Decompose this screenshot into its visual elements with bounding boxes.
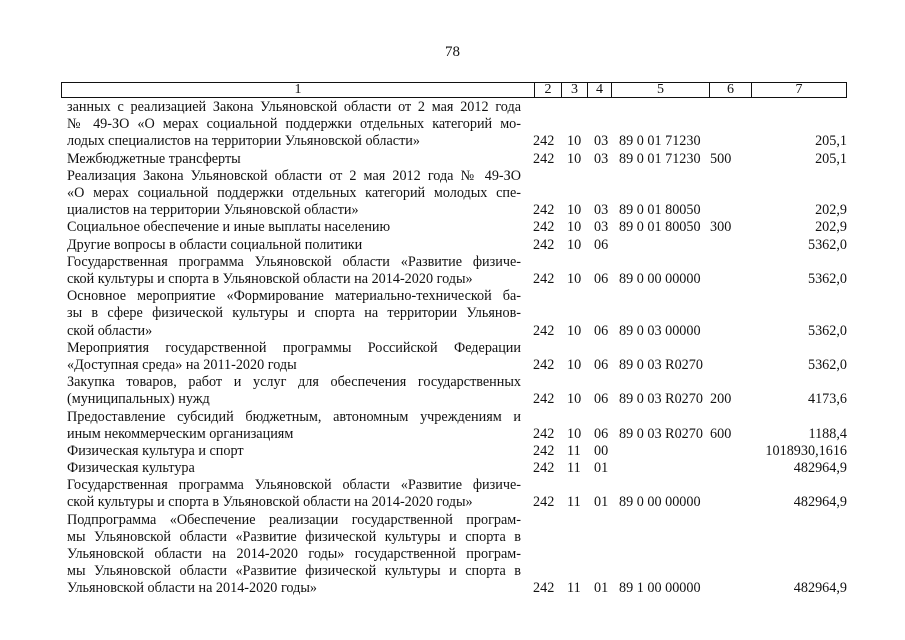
section-cell: 10 bbox=[567, 322, 582, 339]
description-line: ской области» bbox=[67, 322, 153, 339]
target-item-cell: 89 0 00 00000 bbox=[619, 270, 701, 287]
description-line: циалистов на территории Ульяновской области» bbox=[67, 202, 359, 219]
row-description bbox=[67, 409, 521, 443]
expense-type-cell: 500 bbox=[710, 150, 732, 167]
budget-code-cell: 242 bbox=[533, 580, 555, 597]
target-item-cell: 89 0 01 80050 bbox=[619, 202, 701, 219]
description-line: Физическая культура bbox=[67, 460, 195, 477]
row-description bbox=[67, 237, 521, 254]
header-col-5: 5 bbox=[611, 83, 709, 97]
budget-code-cell: 242 bbox=[533, 202, 555, 219]
table-row bbox=[0, 340, 905, 374]
row-description bbox=[67, 288, 521, 340]
budget-code-cell: 242 bbox=[533, 270, 555, 287]
description-line: Социальное обеспечение и иные выплаты населению bbox=[67, 219, 391, 236]
budget-code-cell: 242 bbox=[533, 391, 555, 408]
amount-cell: 202,9 bbox=[815, 202, 847, 219]
description-line: зы в сфере физической культуры и спорта на территории Ульянов- bbox=[67, 305, 521, 322]
amount-cell: 482964,9 bbox=[793, 494, 847, 511]
amount-cell: 5362,0 bbox=[807, 322, 847, 339]
subsection-cell: 06 bbox=[594, 356, 609, 373]
subsection-cell: 03 bbox=[594, 219, 609, 236]
budget-code-cell: 242 bbox=[533, 442, 555, 459]
page-number: 78 bbox=[445, 44, 460, 60]
description-line: Основное мероприятие «Формирование материально-технической ба- bbox=[67, 288, 521, 305]
description-line: Физическая культура и спорт bbox=[67, 442, 244, 459]
table-row bbox=[0, 477, 905, 511]
description-line: Реализация Закона Ульяновской области от 2 мая 2012 года № 49-ЗО bbox=[67, 167, 521, 184]
target-item-cell: 89 0 03 00000 bbox=[619, 322, 701, 339]
subsection-cell: 06 bbox=[594, 270, 609, 287]
description-line: Подпрограмма «Обеспечение реализации государственной програм- bbox=[67, 511, 521, 528]
description-line: Закупка товаров, работ и услуг для обеспечения государственных bbox=[67, 374, 521, 391]
description-line: «О мерах социальной поддержки отдельных категорий молодых спе- bbox=[67, 184, 521, 201]
description-line: занных с реализацией Закона Ульяновской области от 2 мая 2012 года bbox=[67, 99, 521, 115]
description-line: Мероприятия государственной программы Российской Федерации bbox=[67, 339, 521, 356]
expense-type-cell: 300 bbox=[710, 219, 732, 236]
header-col-4: 4 bbox=[587, 83, 611, 97]
row-description bbox=[67, 168, 521, 220]
header-col-2: 2 bbox=[534, 83, 561, 97]
section-cell: 10 bbox=[567, 236, 582, 253]
subsection-cell: 03 bbox=[594, 133, 609, 150]
section-cell: 10 bbox=[567, 356, 582, 373]
table-body bbox=[0, 99, 905, 598]
table-row bbox=[0, 443, 905, 460]
target-item-cell: 89 0 00 00000 bbox=[619, 494, 701, 511]
section-cell: 11 bbox=[567, 580, 581, 597]
section-cell: 11 bbox=[567, 494, 581, 511]
description-line: лодых специалистов на территории Ульяновской области» bbox=[67, 133, 420, 150]
row-description bbox=[67, 151, 521, 168]
target-item-cell: 89 0 01 80050 bbox=[619, 219, 701, 236]
table-header bbox=[61, 82, 847, 98]
description-line: ской культуры и спорта в Ульяновской области на 2014-2020 годы» bbox=[67, 270, 473, 287]
description-line: № 49-ЗО «О мерах социальной поддержки отдельных категорий мо- bbox=[67, 116, 521, 133]
amount-cell: 205,1 bbox=[815, 133, 847, 150]
description-line: мы Ульяновской области «Развитие физической культуры и спорта в bbox=[67, 528, 521, 545]
table-row bbox=[0, 288, 905, 340]
target-item-cell: 89 1 00 00000 bbox=[619, 580, 701, 597]
subsection-cell: 03 bbox=[594, 150, 609, 167]
subsection-cell: 01 bbox=[594, 460, 609, 477]
subsection-cell: 00 bbox=[594, 442, 609, 459]
table-row bbox=[0, 151, 905, 168]
row-description bbox=[67, 219, 521, 236]
subsection-cell: 06 bbox=[594, 322, 609, 339]
row-description bbox=[67, 99, 521, 151]
budget-code-cell: 242 bbox=[533, 460, 555, 477]
amount-cell: 1188,4 bbox=[808, 425, 847, 442]
description-line: Государственная программа Ульяновской области «Развитие физиче- bbox=[67, 477, 521, 494]
header-col-3: 3 bbox=[561, 83, 587, 97]
target-item-cell: 89 0 01 71230 bbox=[619, 150, 701, 167]
table-row bbox=[0, 254, 905, 288]
description-line: Ульяновской области на 2014-2020 годы» bbox=[67, 580, 317, 597]
subsection-cell: 03 bbox=[594, 202, 609, 219]
target-item-cell: 89 0 03 R0270 bbox=[619, 425, 703, 442]
subsection-cell: 01 bbox=[594, 580, 609, 597]
row-description bbox=[67, 254, 521, 288]
section-cell: 11 bbox=[567, 442, 581, 459]
section-cell: 10 bbox=[567, 133, 582, 150]
section-cell: 10 bbox=[567, 219, 582, 236]
header-col-7: 7 bbox=[751, 83, 846, 97]
description-line: Межбюджетные трансферты bbox=[67, 150, 241, 167]
row-description bbox=[67, 340, 521, 374]
expense-type-cell: 200 bbox=[710, 391, 732, 408]
subsection-cell: 06 bbox=[594, 391, 609, 408]
row-description bbox=[67, 374, 521, 408]
section-cell: 10 bbox=[567, 391, 582, 408]
row-description bbox=[67, 477, 521, 511]
budget-code-cell: 242 bbox=[533, 356, 555, 373]
amount-cell: 202,9 bbox=[815, 219, 847, 236]
row-description bbox=[67, 512, 521, 598]
budget-code-cell: 242 bbox=[533, 425, 555, 442]
description-line: «Доступная среда» на 2011-2020 годы bbox=[67, 356, 297, 373]
budget-code-cell: 242 bbox=[533, 133, 555, 150]
subsection-cell: 06 bbox=[594, 236, 609, 253]
budget-code-cell: 242 bbox=[533, 219, 555, 236]
description-line: (муниципальных) нужд bbox=[67, 391, 210, 408]
row-description bbox=[67, 443, 521, 460]
table-row bbox=[0, 374, 905, 408]
description-line: мы Ульяновской области «Развитие физической культуры и спорта в bbox=[67, 563, 521, 580]
table-row bbox=[0, 168, 905, 220]
subsection-cell: 06 bbox=[594, 425, 609, 442]
amount-cell: 5362,0 bbox=[807, 270, 847, 287]
amount-cell: 1018930,1616 bbox=[765, 442, 847, 459]
amount-cell: 4173,6 bbox=[807, 391, 847, 408]
header-col-1: 1 bbox=[294, 82, 302, 97]
budget-code-cell: 242 bbox=[533, 494, 555, 511]
budget-code-cell: 242 bbox=[533, 236, 555, 253]
table-row bbox=[0, 99, 905, 151]
description-line: иным некоммерческим организациям bbox=[67, 425, 294, 442]
target-item-cell: 89 0 01 71230 bbox=[619, 133, 701, 150]
description-line: Государственная программа Ульяновской области «Развитие физиче- bbox=[67, 253, 521, 270]
table-row bbox=[0, 409, 905, 443]
amount-cell: 205,1 bbox=[815, 150, 847, 167]
description-line: Ульяновской области на 2014-2020 годы» государственной програм- bbox=[67, 546, 521, 563]
expense-type-cell: 600 bbox=[710, 425, 732, 442]
section-cell: 10 bbox=[567, 425, 582, 442]
target-item-cell: 89 0 03 R0270 bbox=[619, 356, 703, 373]
header-col-6: 6 bbox=[709, 83, 751, 97]
subsection-cell: 01 bbox=[594, 494, 609, 511]
table-row bbox=[0, 219, 905, 236]
section-cell: 10 bbox=[567, 150, 582, 167]
table-row bbox=[0, 237, 905, 254]
amount-cell: 5362,0 bbox=[807, 236, 847, 253]
target-item-cell: 89 0 03 R0270 bbox=[619, 391, 703, 408]
description-line: ской культуры и спорта в Ульяновской области на 2014-2020 годы» bbox=[67, 494, 473, 511]
amount-cell: 5362,0 bbox=[807, 356, 847, 373]
section-cell: 10 bbox=[567, 270, 582, 287]
section-cell: 10 bbox=[567, 202, 582, 219]
table-row bbox=[0, 460, 905, 477]
section-cell: 11 bbox=[567, 460, 581, 477]
budget-code-cell: 242 bbox=[533, 150, 555, 167]
budget-code-cell: 242 bbox=[533, 322, 555, 339]
amount-cell: 482964,9 bbox=[793, 460, 847, 477]
table-row bbox=[0, 512, 905, 598]
amount-cell: 482964,9 bbox=[793, 580, 847, 597]
row-description bbox=[67, 460, 521, 477]
description-line: Другие вопросы в области социальной политики bbox=[67, 236, 363, 253]
description-line: Предоставление субсидий бюджетным, автономным учреждениям и bbox=[67, 408, 521, 425]
